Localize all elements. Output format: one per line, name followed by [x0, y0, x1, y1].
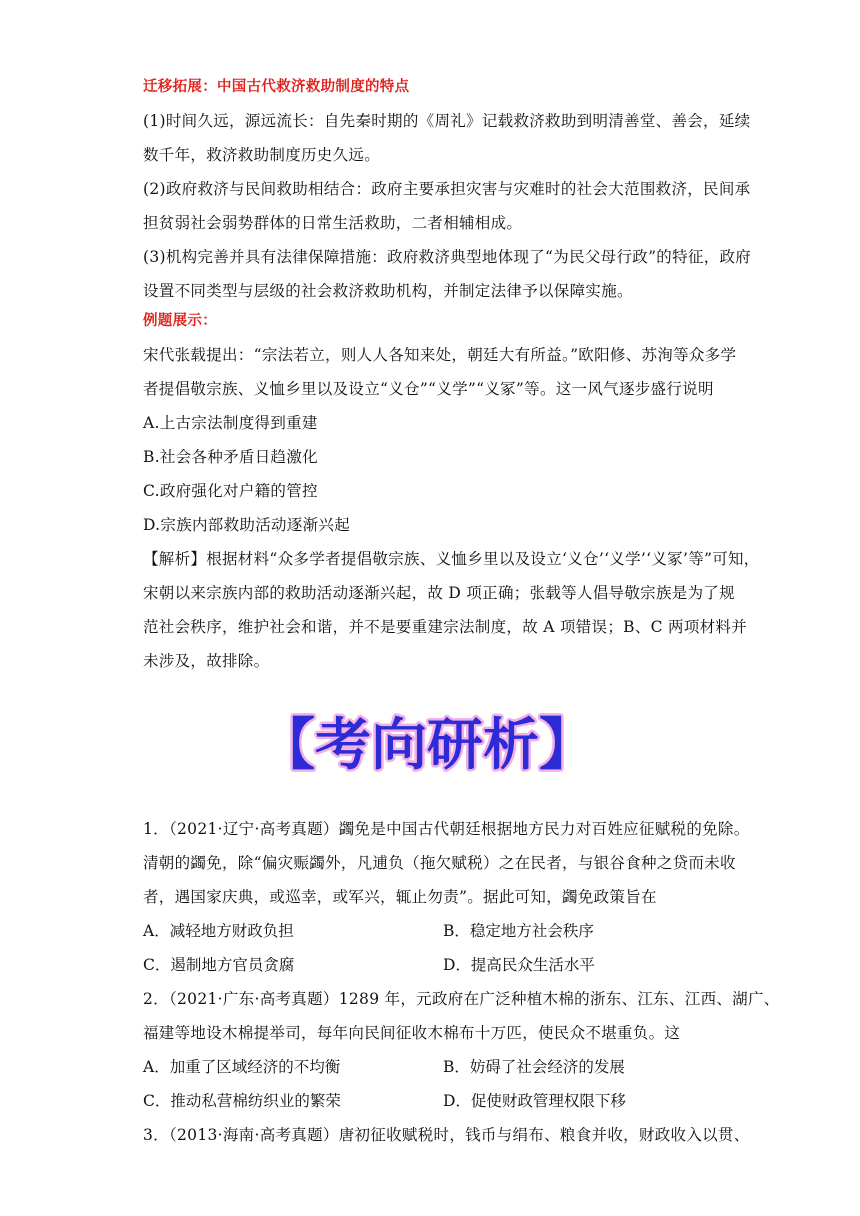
example-option-c: C.政府强化对户籍的管控 [143, 482, 318, 500]
question-2 [143, 982, 780, 1050]
banner-title: 【考向研析】 [259, 713, 595, 778]
option-d: D．提高民众生活水平 [443, 956, 595, 974]
question-line: 2．（2021·广东·高考真题）1289 年，元政府在广泛种植木棉的浙东、江东、江西、湖广、 [143, 990, 780, 1008]
analysis-line: 宋朝以来宗族内部的救助活动逐渐兴起，故 D 项正确；张载等人倡导敬宗族是为了规 [143, 584, 735, 602]
example-heading: 例题展示： [143, 313, 217, 329]
section-extension [143, 70, 752, 308]
question-3 [143, 1118, 750, 1152]
text-line: 数千年，救济救助制度历史久远。 [143, 146, 381, 164]
option-a: A．加重了区域经济的不均衡 [143, 1058, 341, 1076]
example-option-b: B.社会各种矛盾日趋激化 [143, 448, 318, 466]
option-b: B．妨碍了社会经济的发展 [443, 1058, 625, 1076]
analysis-line: 范社会秩序，维护社会和谐，并不是要重建宗法制度，故 A 项错误；B、C 两项材料并 [143, 618, 748, 636]
text-line: 担贫弱社会弱势群体的日常生活救助，二者相辅相成。 [143, 214, 523, 232]
analysis-line: 未涉及，故排除。 [143, 652, 270, 670]
option-a: A．减轻地方财政负担 [143, 922, 294, 940]
question-line: 清朝的蠲免，除“偏灾赈蠲外，凡逋负（拖欠赋税）之在民者，与银谷食种之贷而未收 [143, 854, 736, 872]
question-line: 1．（2021·辽宁·高考真题）蠲免是中国古代朝廷根据地方民力对百姓应征赋税的免除。 [143, 820, 750, 838]
section-heading: 迁移拓展：中国古代救济救助制度的特点 [143, 79, 410, 95]
example-option-d: D.宗族内部救助活动逐渐兴起 [143, 516, 351, 534]
text-line: (1)时间久远，源远流长：自先秦时期的《周礼》记载救济救助到明清善堂、善会，延续 [143, 112, 751, 130]
question-2-options-row [143, 1050, 723, 1084]
example-stem-line: 宋代张载提出：“宗法若立，则人人各知来处，朝廷大有所益。”欧阳修、苏洵等众多学 [143, 346, 737, 364]
option-c: C．推动私营棉纺织业的繁荣 [143, 1092, 341, 1110]
option-d: D．促使财政管理权限下移 [443, 1092, 626, 1110]
option-c: C．遏制地方官员贪腐 [143, 956, 295, 974]
text-line: (2)政府救济与民间救助相结合：政府主要承担灾害与灾难时的社会大范围救济，民间承 [143, 180, 751, 198]
option-b: B．稳定地方社会秩序 [443, 922, 594, 940]
question-line: 3．（2013·海南·高考真题）唐初征收赋税时，钱币与绢布、粮食并收，财政收入以贯、 [143, 1126, 750, 1144]
example-option-a: A.上古宗法制度得到重建 [143, 414, 318, 432]
example-stem-line: 者提倡敬宗族、义恤乡里以及设立“义仓”“义学”“义冢”等。这一风气逐步盛行说明 [143, 380, 714, 398]
question-line: 福建等地设木棉提举司，每年向民间征收木棉布十万匹，使民众不堪重负。这 [143, 1024, 681, 1042]
question-1-options-row [143, 914, 723, 948]
text-line: (3)机构完善并具有法律保障措施：政府救济典型地体现了“为民父母行政”的特征，政府 [143, 248, 752, 266]
question-2-options-row [143, 1084, 723, 1118]
exam-trend-banner [232, 706, 622, 786]
question-line: 者，遇国家庆典，或巡幸，或军兴，辄止勿责”。据此可知，蠲免政策旨在 [143, 888, 657, 906]
question-1 [143, 812, 750, 914]
section-example [143, 304, 760, 678]
analysis-line: 【解析】根据材料“众多学者提倡敬宗族、义恤乡里以及设立‘义仓’‘义学’‘义冢’等”可知， [143, 550, 760, 568]
question-1-options-row [143, 948, 723, 982]
text-line: 设置不同类型与层级的社会救济救助机构，并制定法律予以保障实施。 [143, 282, 633, 300]
